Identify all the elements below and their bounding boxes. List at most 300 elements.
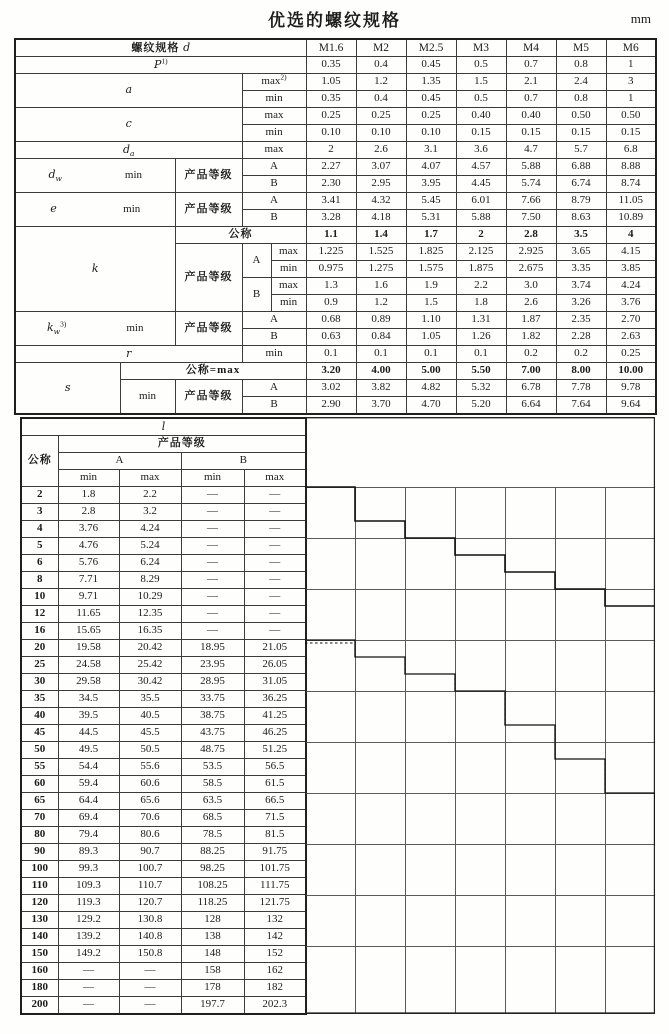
length-nominal-cell: 5	[21, 538, 58, 555]
value-cell: 140.8	[119, 929, 181, 946]
length-nominal-cell: 6	[21, 555, 58, 572]
value-cell: 3.41	[306, 193, 356, 210]
value-cell: —	[244, 572, 306, 589]
value-cell: 40.5	[119, 708, 181, 725]
value-cell: 1.5	[406, 295, 456, 312]
value-cell: 2.28	[556, 329, 606, 346]
value-cell: 0.1	[406, 346, 456, 363]
length-nominal-cell: 45	[21, 725, 58, 742]
value-cell: 1.05	[406, 329, 456, 346]
value-cell: 1.05	[306, 74, 356, 91]
value-cell: 16.35	[119, 623, 181, 640]
value-cell: 7.64	[556, 397, 606, 415]
label-cell: 产品等级	[175, 380, 242, 415]
value-cell: 4.07	[406, 159, 456, 176]
value-cell: 1.26	[456, 329, 506, 346]
column-header-cell: M2	[356, 39, 406, 57]
column-header-cell: M4	[506, 39, 556, 57]
table-row	[15, 159, 656, 176]
table-row	[15, 74, 656, 91]
value-cell: 2	[306, 142, 356, 159]
label-cell: min	[242, 91, 306, 108]
value-cell: 15.65	[58, 623, 119, 640]
label-cell: max	[271, 244, 306, 261]
value-cell: 121.75	[244, 895, 306, 912]
value-cell: 0.35	[306, 91, 356, 108]
value-cell: 152	[244, 946, 306, 963]
value-cell: 4.57	[456, 159, 506, 176]
value-cell: 1.1	[306, 227, 356, 244]
value-cell: 1.2	[356, 295, 406, 312]
label-cell: A	[242, 159, 306, 176]
minmax-header-cell: min	[58, 470, 119, 487]
value-cell: 31.05	[244, 674, 306, 691]
grade-b-cell: B	[181, 453, 306, 470]
value-cell: 8.74	[606, 176, 656, 193]
value-cell: 1.7	[406, 227, 456, 244]
value-cell: —	[181, 623, 244, 640]
value-cell: 4.7	[506, 142, 556, 159]
value-cell: 80.6	[119, 827, 181, 844]
value-cell: 3.5	[556, 227, 606, 244]
length-range-grid	[305, 417, 655, 1014]
value-cell: 3.6	[456, 142, 506, 159]
value-cell: 68.5	[181, 810, 244, 827]
value-cell: 0.2	[556, 346, 606, 363]
value-cell: 90.7	[119, 844, 181, 861]
length-row	[21, 691, 306, 708]
value-cell: 7.00	[506, 363, 556, 380]
value-cell: 3.76	[606, 295, 656, 312]
value-cell: 3.0	[506, 278, 556, 295]
value-cell: 1.82	[506, 329, 556, 346]
value-cell: 0.5	[456, 57, 506, 74]
value-cell: —	[181, 504, 244, 521]
length-nominal-cell: 120	[21, 895, 58, 912]
length-row	[21, 980, 306, 997]
value-cell: 59.4	[58, 776, 119, 793]
value-cell: 110.7	[119, 878, 181, 895]
value-cell: —	[181, 538, 244, 555]
length-row	[21, 827, 306, 844]
table-row	[21, 436, 306, 453]
value-cell: 60.6	[119, 776, 181, 793]
length-nominal-cell: 10	[21, 589, 58, 606]
value-cell: 8.79	[556, 193, 606, 210]
length-nominal-cell: 150	[21, 946, 58, 963]
value-cell: 1.87	[506, 312, 556, 329]
column-header-cell: M5	[556, 39, 606, 57]
value-cell: 0.89	[356, 312, 406, 329]
value-cell: 0.35	[306, 57, 356, 74]
value-cell: —	[244, 606, 306, 623]
value-cell: 2.90	[306, 397, 356, 415]
value-cell: 3.28	[306, 210, 356, 227]
value-cell: 138	[181, 929, 244, 946]
value-cell: 4.70	[406, 397, 456, 415]
label-cell: 公称	[175, 227, 306, 244]
grade-header-cell: 产品等级	[58, 436, 306, 453]
value-cell: 1	[606, 57, 656, 74]
value-cell: 20.42	[119, 640, 181, 657]
value-cell: 2.675	[506, 261, 556, 278]
label-cell: a	[15, 74, 242, 108]
value-cell: 0.45	[406, 91, 456, 108]
value-cell: 139.2	[58, 929, 119, 946]
length-nominal-cell: 180	[21, 980, 58, 997]
length-nominal-cell: 55	[21, 759, 58, 776]
value-cell: 0.63	[306, 329, 356, 346]
value-cell: 100.7	[119, 861, 181, 878]
length-row	[21, 946, 306, 963]
value-cell: 2.2	[456, 278, 506, 295]
value-cell: 50.5	[119, 742, 181, 759]
value-cell: 5.74	[506, 176, 556, 193]
value-cell: 0.25	[406, 108, 456, 125]
value-cell: 0.5	[456, 91, 506, 108]
length-nominal-cell: 3	[21, 504, 58, 521]
value-cell: 3.82	[356, 380, 406, 397]
value-cell: 0.25	[606, 346, 656, 363]
value-cell: 3.65	[556, 244, 606, 261]
value-cell: 45.5	[119, 725, 181, 742]
value-cell: 4.24	[119, 521, 181, 538]
value-cell: 0.15	[556, 125, 606, 142]
value-cell: 0.15	[506, 125, 556, 142]
length-nominal-cell: 130	[21, 912, 58, 929]
label-cell: A	[242, 244, 271, 278]
minmax-header-cell: max	[119, 470, 181, 487]
value-cell: 23.95	[181, 657, 244, 674]
value-cell: —	[119, 980, 181, 997]
value-cell: 1.225	[306, 244, 356, 261]
value-cell: 99.3	[58, 861, 119, 878]
label-cell: min	[242, 346, 306, 363]
label-cell: 产品等级	[175, 312, 242, 346]
value-cell: 2.2	[119, 487, 181, 504]
value-cell: 162	[244, 963, 306, 980]
value-cell: 7.50	[506, 210, 556, 227]
value-cell: 1.4	[356, 227, 406, 244]
grade-a-cell: A	[58, 453, 181, 470]
column-header-cell: M1.6	[306, 39, 356, 57]
value-cell: 10.29	[119, 589, 181, 606]
value-cell: 3.95	[406, 176, 456, 193]
thread-spec-body	[15, 39, 656, 414]
value-cell: 28.95	[181, 674, 244, 691]
label-cell: min	[271, 295, 306, 312]
value-cell: 2.125	[456, 244, 506, 261]
table-row	[15, 193, 656, 210]
value-cell: 8.63	[556, 210, 606, 227]
value-cell: 1	[606, 91, 656, 108]
length-row	[21, 623, 306, 640]
thread-spec-table	[14, 38, 657, 415]
value-cell: 0.8	[556, 57, 606, 74]
value-cell: 2.4	[556, 74, 606, 91]
length-table	[20, 417, 307, 1015]
value-cell: 3.35	[556, 261, 606, 278]
value-cell: 5.00	[406, 363, 456, 380]
label-cell: $\max^{2)}$	[242, 74, 306, 91]
value-cell: 178	[181, 980, 244, 997]
value-cell: 2.8	[506, 227, 556, 244]
value-cell: —	[58, 980, 119, 997]
value-cell: 24.58	[58, 657, 119, 674]
label-cell: B	[242, 210, 306, 227]
value-cell: —	[244, 487, 306, 504]
length-row	[21, 725, 306, 742]
label-cell: min	[120, 380, 175, 415]
nominal-header-cell: 公称	[21, 436, 58, 487]
value-cell: 0.40	[506, 108, 556, 125]
value-cell: 25.42	[119, 657, 181, 674]
value-cell: 0.1	[356, 346, 406, 363]
length-row	[21, 844, 306, 861]
label-cell: max	[271, 278, 306, 295]
value-cell: 149.2	[58, 946, 119, 963]
value-cell: 1.8	[456, 295, 506, 312]
value-cell: 5.7	[556, 142, 606, 159]
length-nominal-cell: 16	[21, 623, 58, 640]
value-cell: 21.05	[244, 640, 306, 657]
value-cell: 132	[244, 912, 306, 929]
value-cell: 61.5	[244, 776, 306, 793]
value-cell: —	[181, 521, 244, 538]
value-cell: 48.75	[181, 742, 244, 759]
label-cell: B	[242, 278, 271, 312]
length-row	[21, 997, 306, 1015]
value-cell: 9.78	[606, 380, 656, 397]
table-row	[15, 142, 656, 159]
value-cell: 2.27	[306, 159, 356, 176]
value-cell: 158	[181, 963, 244, 980]
label-cell: s	[15, 363, 120, 415]
value-cell: 0.10	[306, 125, 356, 142]
value-cell: 1.5	[456, 74, 506, 91]
value-cell: 1.575	[406, 261, 456, 278]
length-row	[21, 793, 306, 810]
value-cell: 7.66	[506, 193, 556, 210]
length-row	[21, 878, 306, 895]
length-nominal-cell: 20	[21, 640, 58, 657]
length-nominal-cell: 12	[21, 606, 58, 623]
value-cell: 3	[606, 74, 656, 91]
value-cell: 6.8	[606, 142, 656, 159]
table-row	[15, 108, 656, 125]
label-cell: B	[242, 397, 306, 415]
value-cell: 70.6	[119, 810, 181, 827]
table-row	[15, 363, 656, 380]
label-cell: $d_a$	[15, 142, 242, 159]
value-cell: 0.10	[406, 125, 456, 142]
label-cell: A	[242, 193, 306, 210]
table-row	[15, 57, 656, 74]
value-cell: 5.76	[58, 555, 119, 572]
value-cell: 11.05	[606, 193, 656, 210]
value-cell: 1.3	[306, 278, 356, 295]
unit-label: mm	[630, 11, 651, 26]
value-cell: 0.50	[556, 108, 606, 125]
value-cell: 66.5	[244, 793, 306, 810]
minmax-header-cell: max	[244, 470, 306, 487]
value-cell: 6.74	[556, 176, 606, 193]
value-cell: 19.58	[58, 640, 119, 657]
value-cell: 3.02	[306, 380, 356, 397]
column-header-cell: M3	[456, 39, 506, 57]
length-row	[21, 776, 306, 793]
length-nominal-cell: 35	[21, 691, 58, 708]
value-cell: —	[181, 487, 244, 504]
label-cell: 公称=max	[120, 363, 306, 380]
value-cell: 0.2	[506, 346, 556, 363]
value-cell: —	[244, 589, 306, 606]
label-cell: e min	[15, 193, 175, 227]
value-cell: 0.68	[306, 312, 356, 329]
value-cell: 5.24	[119, 538, 181, 555]
value-cell: —	[58, 963, 119, 980]
value-cell: 5.20	[456, 397, 506, 415]
value-cell: 119.3	[58, 895, 119, 912]
length-nominal-cell: 8	[21, 572, 58, 589]
value-cell: 1.875	[456, 261, 506, 278]
value-cell: 120.7	[119, 895, 181, 912]
value-cell: 98.25	[181, 861, 244, 878]
length-row	[21, 640, 306, 657]
value-cell: 35.5	[119, 691, 181, 708]
corner-header-cell: 螺纹规格 d	[15, 39, 306, 57]
length-row	[21, 759, 306, 776]
length-nominal-cell: 50	[21, 742, 58, 759]
value-cell: 55.6	[119, 759, 181, 776]
label-cell: 产品等级	[175, 159, 242, 193]
length-table-body	[21, 418, 306, 1014]
value-cell: 69.4	[58, 810, 119, 827]
value-cell: 0.7	[506, 57, 556, 74]
value-cell: 3.85	[606, 261, 656, 278]
value-cell: 0.50	[606, 108, 656, 125]
value-cell: 5.45	[406, 193, 456, 210]
value-cell: 5.50	[456, 363, 506, 380]
value-cell: 9.71	[58, 589, 119, 606]
value-cell: 2.70	[606, 312, 656, 329]
label-cell: $d_w$ min	[15, 159, 175, 193]
value-cell: 3.76	[58, 521, 119, 538]
value-cell: 10.00	[606, 363, 656, 380]
value-cell: 2.30	[306, 176, 356, 193]
label-cell: A	[242, 312, 306, 329]
label-cell: c	[15, 108, 242, 142]
value-cell: 2.63	[606, 329, 656, 346]
label-cell: min	[271, 261, 306, 278]
label-cell: min	[242, 125, 306, 142]
table-row	[15, 39, 656, 57]
value-cell: 0.45	[406, 57, 456, 74]
label-cell: B	[242, 176, 306, 193]
value-cell: —	[244, 555, 306, 572]
label-cell: k	[15, 227, 175, 312]
value-cell: 4.24	[606, 278, 656, 295]
value-cell: 150.8	[119, 946, 181, 963]
value-cell: 0.1	[306, 346, 356, 363]
label-cell: r	[15, 346, 242, 363]
value-cell: 3.1	[406, 142, 456, 159]
value-cell: 8.29	[119, 572, 181, 589]
value-cell: 4.32	[356, 193, 406, 210]
length-nominal-cell: 65	[21, 793, 58, 810]
length-nominal-cell: 200	[21, 997, 58, 1015]
label-cell: 产品等级	[175, 244, 242, 312]
value-cell: 3.07	[356, 159, 406, 176]
value-cell: 26.05	[244, 657, 306, 674]
value-cell: 33.75	[181, 691, 244, 708]
value-cell: 111.75	[244, 878, 306, 895]
length-row	[21, 589, 306, 606]
value-cell: 4.45	[456, 176, 506, 193]
value-cell: 6.88	[556, 159, 606, 176]
value-cell: 44.5	[58, 725, 119, 742]
length-row	[21, 606, 306, 623]
length-row	[21, 657, 306, 674]
value-cell: 29.58	[58, 674, 119, 691]
l-header-cell: l	[21, 418, 306, 436]
value-cell: 4.15	[606, 244, 656, 261]
value-cell: 128	[181, 912, 244, 929]
value-cell: 0.4	[356, 91, 406, 108]
value-cell: —	[181, 572, 244, 589]
value-cell: —	[58, 997, 119, 1015]
value-cell: 79.4	[58, 827, 119, 844]
value-cell: 118.25	[181, 895, 244, 912]
value-cell: 142	[244, 929, 306, 946]
label-cell: B	[242, 329, 306, 346]
value-cell: 2.35	[556, 312, 606, 329]
value-cell: 1.825	[406, 244, 456, 261]
value-cell: 5.32	[456, 380, 506, 397]
value-cell: 3.2	[119, 504, 181, 521]
value-cell: 36.25	[244, 691, 306, 708]
value-cell: 5.88	[456, 210, 506, 227]
value-cell: 10.89	[606, 210, 656, 227]
length-row	[21, 742, 306, 759]
value-cell: 18.95	[181, 640, 244, 657]
value-cell: 182	[244, 980, 306, 997]
value-cell: 5.31	[406, 210, 456, 227]
value-cell: 4.76	[58, 538, 119, 555]
value-cell: 43.75	[181, 725, 244, 742]
table-row	[21, 418, 306, 436]
page-title: 优选的螺纹规格	[268, 11, 401, 30]
value-cell: —	[244, 504, 306, 521]
value-cell: 0.8	[556, 91, 606, 108]
label-cell: 产品等级	[175, 193, 242, 227]
value-cell: 1.2	[356, 74, 406, 91]
value-cell: 38.75	[181, 708, 244, 725]
value-cell: 39.5	[58, 708, 119, 725]
length-nominal-cell: 30	[21, 674, 58, 691]
value-cell: —	[181, 589, 244, 606]
length-row	[21, 810, 306, 827]
lower-step-dotted-line	[305, 643, 655, 844]
label-cell: max	[242, 142, 306, 159]
table-row	[15, 346, 656, 363]
value-cell: 89.3	[58, 844, 119, 861]
value-cell: 78.5	[181, 827, 244, 844]
length-nominal-cell: 80	[21, 827, 58, 844]
value-cell: 1.31	[456, 312, 506, 329]
value-cell: 2.95	[356, 176, 406, 193]
value-cell: 148	[181, 946, 244, 963]
